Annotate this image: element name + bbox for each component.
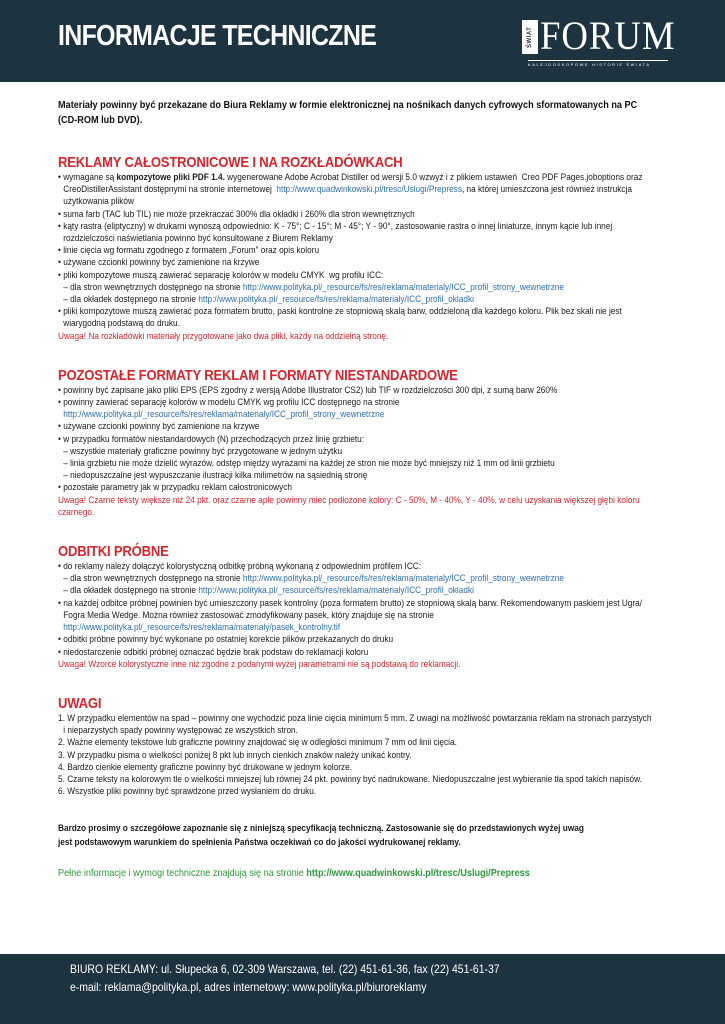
prepress-link[interactable]: http://www.quadwinkowski.pl/tresc/Uslugi/Prepress [276,184,462,196]
section-title: REKLAMY CAŁOSTRONICOWE I NA ROZKŁADÓWKACH [58,154,403,171]
sub-item: – dla stron wewnętrznych dostępnego na stronie http://www.polityka.pl/_resource/fs/res/reklama/materialy/ICC_profil_strony_wewnetrzne [63,281,564,293]
icc-cover-link[interactable]: http://www.polityka.pl/_resource/fs/res/reklama/materialy/ICC_profil_okladki [198,585,474,597]
page-title: INFORMACJE TECHNICZNE [58,20,377,52]
warning-note: Uwaga! Czarne teksty większe niż 24 pkt. oraz czarne aple powinny mieć podłożone kolory: C - 50%, M - 40%, Y - 40%, w celu uzyskania większej głębi koloru czarnego. [58,494,643,518]
footer-address: BIURO REKLAMY: ul. Słupecka 6, 02-309 Warszawa, tel. (22) 451-61-36, fax (22) 451-61-37 [70,962,500,976]
list-item: • niedostarczenie odbitki próbnej oznaczać będzie brak podstaw do reklamacji koloru [58,646,369,658]
list-item-continuation: Fogra Media Wedge. Można również zastosować zmodyfikowany pasek, który znajduje się na stronie [63,609,434,621]
header-bar [0,0,725,82]
section-title: UWAGI [58,694,102,712]
list-item-continuation: użytkowania plików [63,196,134,208]
sub-item: – linia grzbietu nie może dzielić wyrazów, odstęp między wyrazami na każdej ze stron nie może być mniejszy niż 1 mm od linii grzbietu [63,458,555,470]
list-item: • używane czcionki powinny być zamienione na krzywe [58,257,260,269]
full-info-line: Pełne informacje i wymogi techniczne znajdują się na stronie http://www.quadwinkowski.pl/tresc/Uslugi/Prepress [58,867,530,880]
logo-tagline: KALEJDOSKOPOWE HISTORIE ŚWIATA [528,60,668,67]
numbered-item: 3. W przypadku pisma o wielkości poniżej 8 pkt lub innych cienkich znaków należy unikać kontry. [58,749,412,761]
logo-word: FORUM [540,13,676,58]
sub-item: – dla stron wewnętrznych dostępnego na stronie http://www.polityka.pl/_resource/fs/res/reklama/materialy/ICC_profil_strony_wewnetrzne [63,573,564,585]
list-item: • powinny zawierać separację kolorów w modelu CMYK wg profilu ICC dostępnego na stronie [58,397,400,409]
closing-line: jest podstawowym warunkiem do spełnienia Państwa oczekiwań co do jakości wydrukowanej reklamy. [58,837,461,849]
logo-side-label: ŚWIAT [522,20,538,54]
list-item: • kąty rastra (eliptyczny) w drukarni wynoszą odpowiednio: K - 75°; C - 15°; M - 45°; Y - 90°, zastosowanie rastra o innej liniaturze, innym kącie lub innej [58,220,613,232]
icc-inner-link[interactable]: http://www.polityka.pl/_resource/fs/res/reklama/materialy/ICC_profil_strony_wewnetrzne [242,573,564,585]
list-item-continuation: wiarygodną podstawą do druku. [63,318,180,330]
numbered-item: 1. W przypadku elementów na spad – powinny one wychodzić poza linie cięcia minimum 5 mm. Z uwagi na możliwość powtarzania reklam na stronach parzystych [58,712,652,724]
section-title: ODBITKI PRÓBNE [58,543,169,561]
list-item: • pozostałe parametry jak w przypadku reklam całostronicowych [58,482,292,494]
list-item: • w przypadku formatów niestandardowych (N) przechodzących przez linię grzbietu: [58,433,365,445]
document-body [58,98,664,880]
icc-inner-link[interactable]: http://www.polityka.pl/_resource/fs/res/reklama/materialy/ICC_profil_strony_wewnetrzne [242,281,564,293]
warning-note: Uwaga! Na rozkładówki materiały przygotowane jako dwa pliki, każdy na oddzielną stronę. [58,330,389,342]
numbered-item-continuation: i nieparzystych spady powinny występować ze wszystkich stron. [63,725,298,737]
numbered-item: 5. Czarne teksty na kolorowym tle o wielkości mniejszej lub równej 24 pkt. powinny być nadrukowane. Niedopuszczalne jest wybieranie tła spod takich napisów. [58,773,642,785]
section-other-formats [58,367,658,519]
section-notes [58,695,658,798]
list-item: • pliki kompozytowe muszą zawierać poza formatem brutto, paski kontrolne ze stopniową skalą barw, oddzieloną dla każdego koloru. Plik bez skali nie jest [58,306,622,318]
footer-bar [0,954,725,1024]
forum-logo [520,13,676,67]
footer-contact: e-mail: reklama@polityka.pl, adres internetowy: www.polityka.pl/biuroreklamy [70,980,427,994]
list-item: • pliki kompozytowe muszą zawierać separację kolorów w modelu CMYK wg profilu ICC: [58,269,384,281]
closing-paragraph [58,822,658,850]
numbered-item: 4. Bardzo cienkie elementy graficzne powinny być drukowane w jednym kolorze. [58,761,353,773]
list-item: • suma farb (TAC lub TIL) nie może przekraczać 300% dla okładki i 260% dla stron wewnętrznych [58,208,415,220]
list-item: • na każdej odbitce próbnej powinien być umieszczony pasek kontrolny (poza formatem brutto) ze stopniową skalą barw. Rekomendowanym paskiem jest Ugra/ [58,597,643,609]
list-item: • używane czcionki powinny być zamienione na krzywe [58,421,260,433]
numbered-item: 2. Ważne elementy tekstowe lub graficzne powinny znajdować się w odległości minimum 7 mm od linii cięcia. [58,737,457,749]
numbered-item: 6. Wszystkie pliki powinny być sprawdzone przed wysłaniem do druku. [58,786,317,798]
icc-cover-link[interactable]: http://www.polityka.pl/_resource/fs/res/reklama/materialy/ICC_profil_okladki [198,294,474,306]
list-item: • wymagane są kompozytowe pliki PDF 1.4. wygenerowane Adobe Acrobat Distiller od wersji 5.0 wzwyż i z plikiem ustawień Creo PDF Pages.joboptions oraz [58,172,643,183]
sub-item: – wszystkie materiały graficzne powinny być przygotowane w jednym użytku [63,445,343,457]
list-item: • do reklamy należy dołączyć kolorystyczną odbitkę próbną wykonaną z odpowiednim profilem ICC: [58,561,422,573]
list-item: • powinny być zapisane jako pliki EPS (EPS zgodny z wersją Adobe Illustrator CS2) lub TIF w rozdzielczości 300 dpi, z sumą barw 260% [58,384,558,396]
list-item-continuation: rozdzielczości naświetlania powinno być konsultowane z Biurem Reklamy [63,233,333,245]
sub-item: – dla okładek dostępnego na stronie http://www.polityka.pl/_resource/fs/res/reklama/materialy/ICC_profil_okladki [63,585,474,597]
section-proofs [58,543,658,671]
warning-note: Uwaga! Wzorce kolorystyczne inne niż zgodne z podanymi wyżej parametrami nie są podstawą do reklamacji. [58,658,461,670]
list-item: • odbitki próbne powinny być wykonane po ostatniej korekcie plików przekazanych do druku [58,634,394,646]
icc-inner-link[interactable]: http://www.polityka.pl/_resource/fs/res/reklama/materialy/ICC_profil_strony_wewnetrzne [63,409,385,421]
section-full-page-ads [58,154,658,343]
sub-item: – dla okładek dostępnego na stronie http://www.polityka.pl/_resource/fs/res/reklama/materialy/ICC_profil_okladki [63,294,474,306]
sub-item: – niedopuszczalne jest wypuszczanie ilustracji kilka milimetrów na sąsiednią stronę [63,470,368,482]
list-item-continuation: CreoDistillerAssistant dostępnymi na stronie internetowej http://www.quadwinkowski.pl/tresc/Uslugi/Prepress, na której umieszczona jest również instrukcja [63,184,632,196]
control-strip-link[interactable]: http://www.polityka.pl/_resource/fs/res/reklama/materialy/pasek_kontrolny.tif [63,622,341,634]
full-info-link[interactable]: http://www.quadwinkowski.pl/tresc/Uslugi/Prepress [306,867,530,880]
list-item: • linie cięcia wg formatu zgodnego z formatem „Forum” oraz opis koloru [58,245,320,257]
section-title: POZOSTAŁE FORMATY REKLAM I FORMATY NIESTANDARDOWE [58,366,458,384]
intro-paragraph: Materiały powinny być przekazane do Biura Reklamy w formie elektronicznej na nośnikach danych cyfrowych sformatowanych na PC (CD-ROM lub DVD). [58,99,638,126]
closing-line: Bardzo prosimy o szczegółowe zapoznanie się z niniejszą specyfikacją techniczną. Zastosowanie się do przedstawionych wyżej uwag [58,823,584,835]
